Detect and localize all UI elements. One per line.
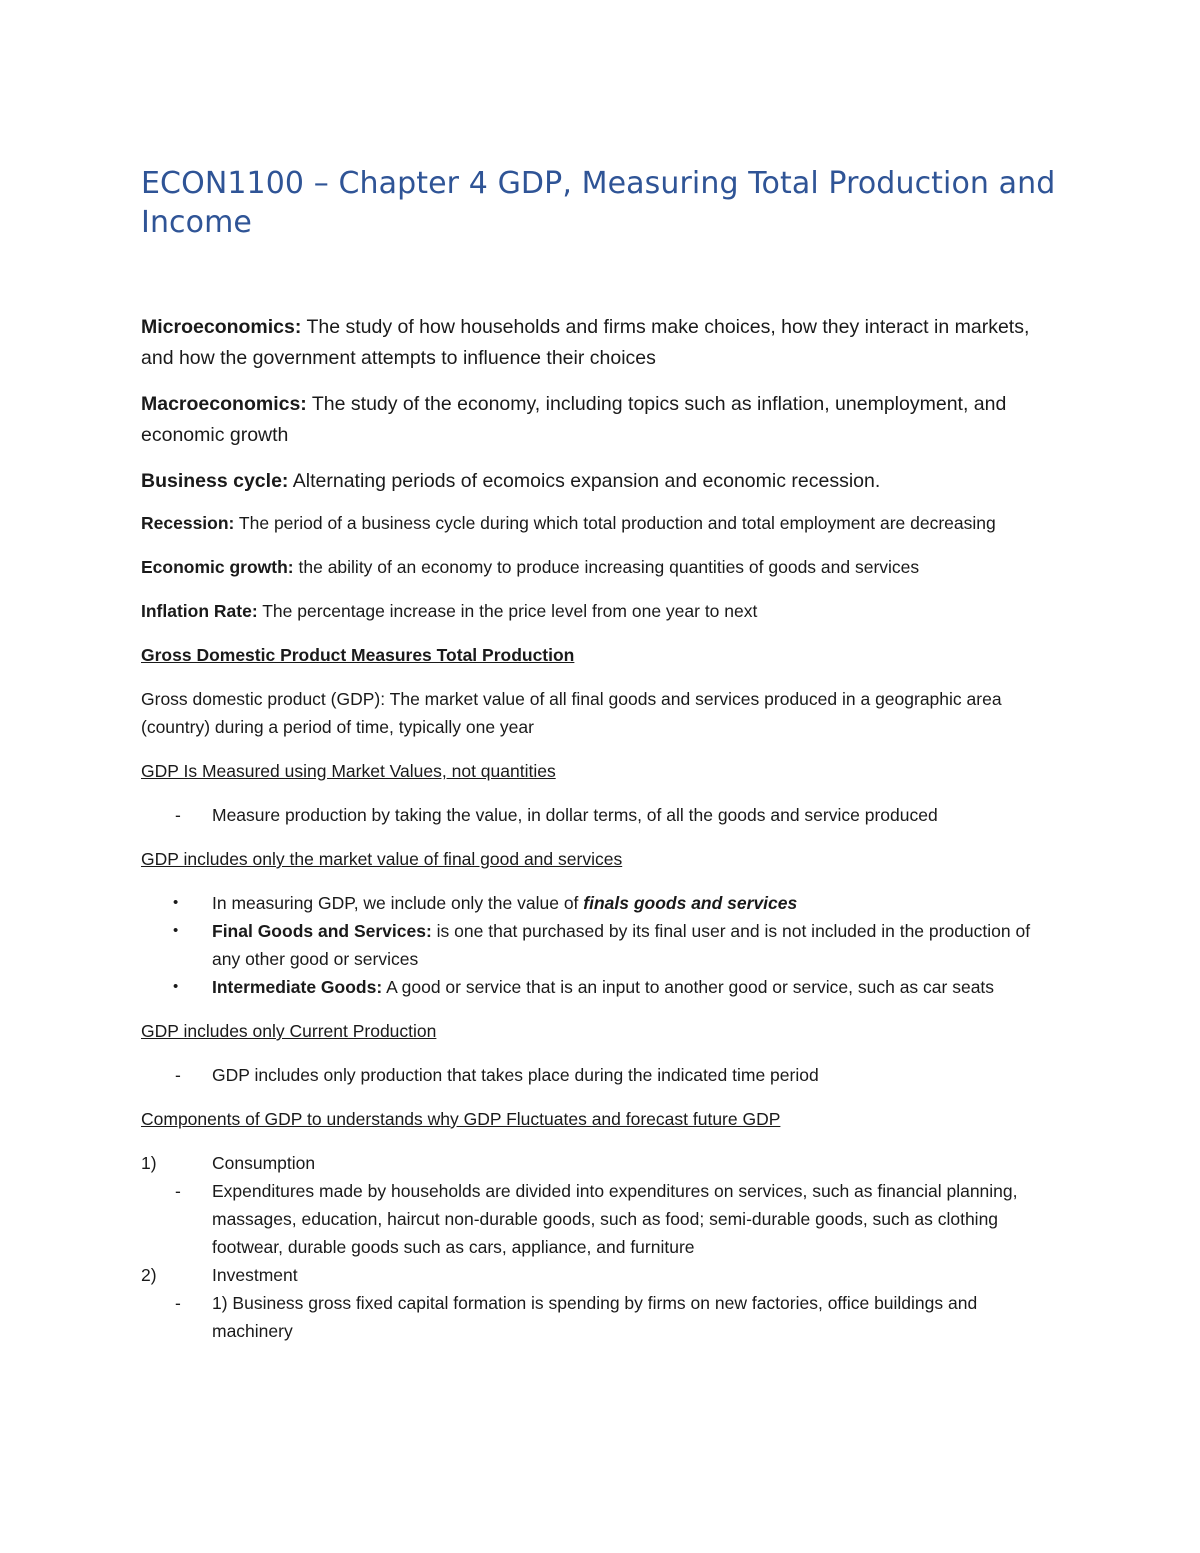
text-macroeconomics: The study of the economy, including topics such as inflation, unemployment, and economic growth <box>141 393 1007 446</box>
definition-business-cycle <box>141 466 1061 497</box>
bullet-marker: • <box>173 922 179 939</box>
term-business-cycle: Business cycle: <box>141 470 289 492</box>
definition-inflation-rate <box>141 597 1061 625</box>
list-item-text: Measure production by taking the value, in dollar terms, of all the goods and service produced <box>212 805 938 825</box>
list-item <box>141 1289 1061 1345</box>
definition-macroeconomics <box>141 389 1061 451</box>
current-production-list <box>141 1061 1061 1089</box>
emphasis-final-goods: finals goods and services <box>583 893 798 913</box>
final-goods-list <box>141 889 1061 1001</box>
heading-current-production: GDP includes only Current Production <box>141 1021 437 1041</box>
list-item <box>141 917 1061 973</box>
number-marker: 1) <box>141 1153 157 1173</box>
term-microeconomics: Microeconomics: <box>141 316 302 338</box>
bullet-marker: • <box>173 978 179 995</box>
list-item-text: GDP includes only production that takes place during the indicated time period <box>212 1065 819 1085</box>
list-item <box>141 1177 1061 1261</box>
text-microeconomics: The study of how households and firms make choices, how they interact in markets, and how the government attempts to influence their choices <box>141 316 1030 369</box>
list-item-text: In measuring GDP, we include only the value of <box>212 893 584 913</box>
dash-marker: - <box>175 805 181 825</box>
components-list <box>141 1149 1061 1345</box>
list-item <box>141 889 1061 917</box>
market-values-list <box>141 801 1061 829</box>
definition-recession <box>141 509 1061 537</box>
number-marker: 2) <box>141 1265 157 1285</box>
text-recession: The period of a business cycle during which total production and total employment are decreasing <box>234 513 996 533</box>
definition-gdp <box>141 685 1061 741</box>
term-gdp: Gross domestic product (GDP): <box>141 689 386 709</box>
text-business-cycle: Alternating periods of ecomoics expansion and economic recession. <box>288 470 881 492</box>
text-gdp: The market value of all final goods and services produced in a geographic area (country) during a period of time, typically one year <box>141 689 1002 737</box>
bullet-marker: • <box>173 894 179 911</box>
list-item <box>141 973 1061 1001</box>
term-recession: Recession: <box>141 513 235 533</box>
term-inflation-rate: Inflation Rate: <box>141 601 258 621</box>
heading-gdp-total-production: Gross Domestic Product Measures Total Production <box>141 645 575 665</box>
definition-microeconomics <box>141 312 1061 374</box>
heading-final-goods: GDP includes only the market value of final good and services <box>141 849 623 869</box>
component-investment: Investment <box>212 1265 298 1285</box>
heading-components: Components of GDP to understands why GDP Fluctuates and forecast future GDP <box>141 1109 781 1129</box>
list-item <box>141 1261 1061 1289</box>
term-macroeconomics: Macroeconomics: <box>141 393 307 415</box>
term-economic-growth: Economic growth: <box>141 557 294 577</box>
component-consumption: Consumption <box>212 1153 316 1173</box>
dash-marker: - <box>175 1293 181 1313</box>
list-item-text: A good or service that is an input to another good or service, such as car seats <box>382 977 995 997</box>
list-item-text: is one that purchased by its final user and is not included in the production of any other good or services <box>212 921 1031 969</box>
term-final-goods: Final Goods and Services: <box>212 921 432 941</box>
list-item-text: Expenditures made by households are divided into expenditures on services, such as financial planning, massages, education, haircut non-durable goods, such as food; semi-durable goods, such as clothing footwear, durable goods such as cars, appliance, and furniture <box>212 1181 1018 1257</box>
dash-marker: - <box>175 1065 181 1085</box>
list-item <box>141 1061 1061 1089</box>
list-item <box>141 1149 1061 1177</box>
text-inflation-rate: The percentage increase in the price level from one year to next <box>257 601 758 621</box>
text-economic-growth: the ability of an economy to produce increasing quantities of goods and services <box>293 557 920 577</box>
definition-economic-growth <box>141 553 1061 581</box>
document-title: ECON1100 – Chapter 4 GDP, Measuring Total Production and Income <box>141 166 1056 240</box>
list-item-text: 1) Business gross fixed capital formation is spending by firms on new factories, office buildings and machinery <box>212 1293 978 1341</box>
heading-market-values: GDP Is Measured using Market Values, not quantities <box>141 761 556 781</box>
document-page <box>141 164 1061 1361</box>
dash-marker: - <box>175 1181 181 1201</box>
list-item <box>141 801 1061 829</box>
term-intermediate-goods: Intermediate Goods: <box>212 977 383 997</box>
